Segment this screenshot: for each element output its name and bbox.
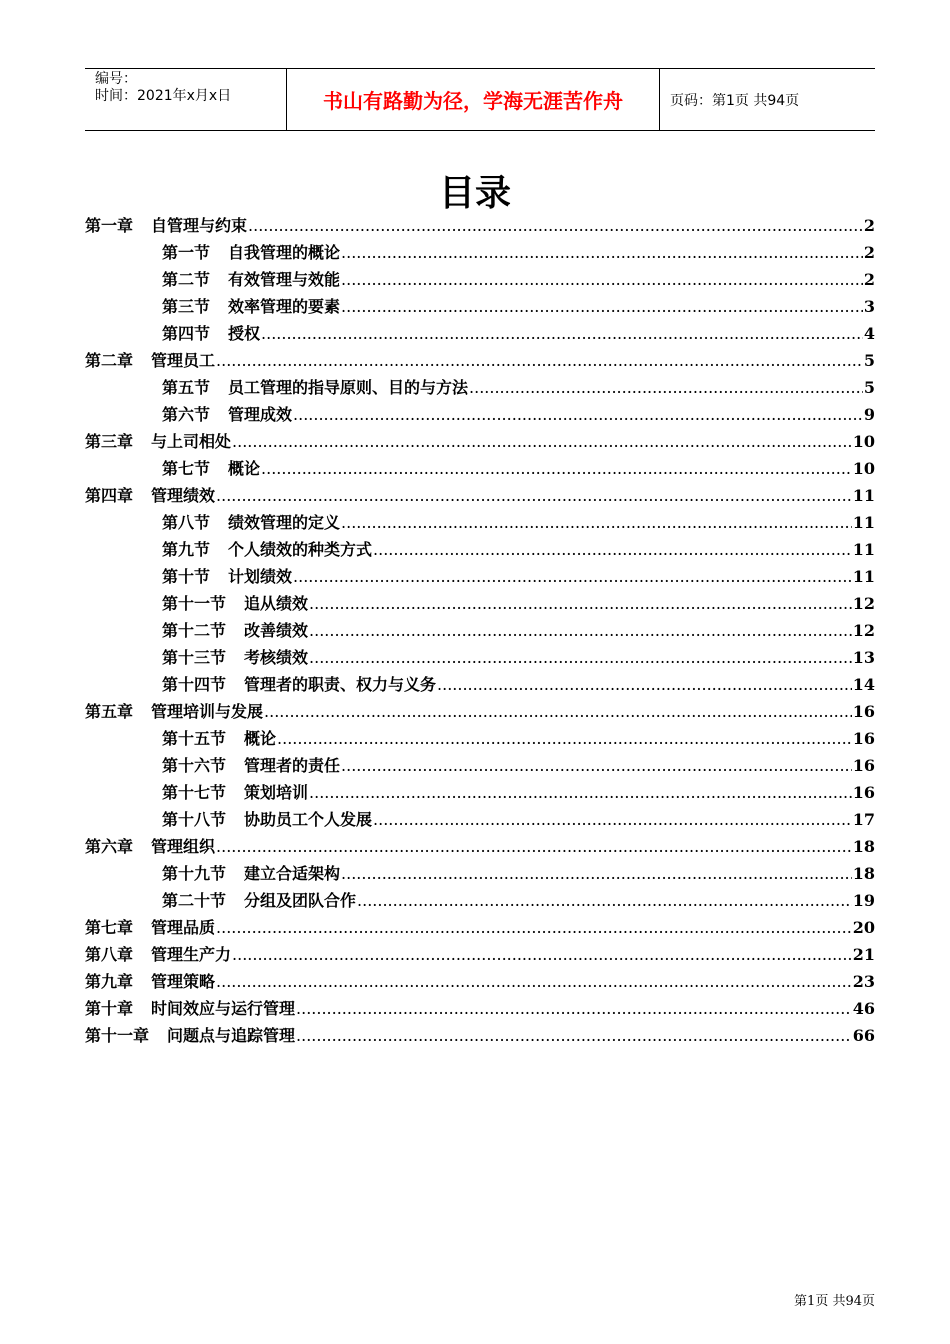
- toc-entry-title: 自管理与约束: [151, 216, 248, 235]
- toc-section-entry[interactable]: [85, 671, 875, 698]
- toc-entry-title: 改善绩效: [244, 621, 309, 640]
- toc-entry-number: 第七章: [85, 918, 134, 937]
- toc-entry-title: 效率管理的要素: [228, 297, 341, 316]
- toc-dot-leader: [309, 617, 852, 644]
- toc-entry-number: 第一节: [162, 243, 211, 262]
- toc-entry-label: [85, 428, 231, 455]
- toc-section-entry[interactable]: [85, 590, 875, 617]
- toc-chapter-entry[interactable]: [85, 212, 875, 239]
- toc-entry-title: 问题点与追踪管理: [167, 1026, 296, 1045]
- toc-chapter-entry[interactable]: [85, 968, 875, 995]
- toc-entry-label: [85, 833, 215, 860]
- toc-dot-leader: [309, 779, 852, 806]
- toc-entry-number: 第十七节: [162, 783, 227, 802]
- toc-chapter-entry[interactable]: [85, 482, 875, 509]
- toc-entry-title: 概论: [244, 729, 277, 748]
- toc-entry-number: 第四节: [162, 324, 211, 343]
- toc-entry-number: 第三节: [162, 297, 211, 316]
- toc-page-number: 14: [852, 675, 875, 694]
- toc-chapter-entry[interactable]: [85, 833, 875, 860]
- toc-entry-number: 第五章: [85, 702, 134, 721]
- toc-dot-leader: [216, 968, 852, 995]
- toc-page-number: 4: [863, 324, 875, 343]
- toc-entry-number: 第十八节: [162, 810, 227, 829]
- toc-dot-leader: [264, 698, 852, 725]
- toc-entry-title: 分组及团队合作: [244, 891, 357, 910]
- toc-entry-title: 管理者的职责、权力与义务: [244, 675, 437, 694]
- toc-entry-number: 第七节: [162, 459, 211, 478]
- toc-section-entry[interactable]: [85, 617, 875, 644]
- toc-entry-label: [162, 401, 292, 428]
- table-of-contents: [85, 212, 875, 1049]
- toc-dot-leader: [341, 509, 852, 536]
- toc-entry-title: 管理品质: [151, 918, 216, 937]
- toc-section-entry[interactable]: [85, 860, 875, 887]
- toc-entry-number: 第九章: [85, 972, 134, 991]
- toc-entry-title: 管理组织: [151, 837, 216, 856]
- toc-entry-label: [85, 212, 247, 239]
- toc-entry-label: [162, 239, 340, 266]
- toc-dot-leader: [437, 671, 852, 698]
- toc-page-number: 11: [852, 486, 875, 505]
- toc-page-number: 12: [852, 594, 875, 613]
- toc-page-number: 5: [863, 351, 875, 370]
- toc-page-number: 11: [852, 567, 875, 586]
- toc-page-number: 16: [852, 729, 875, 748]
- toc-entry-label: [85, 995, 295, 1022]
- toc-entry-title: 员工管理的指导原则、目的与方法: [228, 378, 469, 397]
- toc-chapter-entry[interactable]: [85, 698, 875, 725]
- toc-dot-leader: [309, 590, 852, 617]
- toc-page-number: 19: [852, 891, 875, 910]
- toc-page-number: 9: [863, 405, 875, 424]
- document-number-label: 编号：: [95, 71, 137, 87]
- toc-chapter-entry[interactable]: [85, 995, 875, 1022]
- page-header: [85, 68, 875, 131]
- toc-entry-number: 第十一节: [162, 594, 227, 613]
- toc-dot-leader: [293, 401, 863, 428]
- toc-section-entry[interactable]: [85, 239, 875, 266]
- toc-entry-number: 第八章: [85, 945, 134, 964]
- toc-dot-leader: [261, 320, 863, 347]
- page-title: 目录: [438, 173, 511, 214]
- document-time-label: 时间：2021年x月x日: [95, 88, 232, 104]
- toc-entry-label: [162, 887, 356, 914]
- toc-page-number: 5: [863, 378, 875, 397]
- toc-section-entry[interactable]: [85, 401, 875, 428]
- toc-entry-number: 第十九节: [162, 864, 227, 883]
- toc-page-number: 16: [852, 756, 875, 775]
- toc-section-entry[interactable]: [85, 752, 875, 779]
- toc-dot-leader: [216, 347, 863, 374]
- toc-entry-title: 策划培训: [244, 783, 309, 802]
- toc-entry-title: 绩效管理的定义: [228, 513, 341, 532]
- toc-entry-number: 第二节: [162, 270, 211, 289]
- toc-page-number: 3: [863, 297, 875, 316]
- toc-entry-number: 第十六节: [162, 756, 227, 775]
- toc-entry-title: 个人绩效的种类方式: [228, 540, 373, 559]
- toc-entry-title: 建立合适架构: [244, 864, 341, 883]
- toc-entry-number: 第三章: [85, 432, 134, 451]
- toc-section-entry[interactable]: [85, 644, 875, 671]
- toc-page-number: 21: [852, 945, 875, 964]
- toc-entry-number: 第二十节: [162, 891, 227, 910]
- toc-entry-title: 追从绩效: [244, 594, 309, 613]
- toc-entry-label: [162, 374, 468, 401]
- toc-entry-number: 第二章: [85, 351, 134, 370]
- toc-entry-label: [162, 617, 308, 644]
- toc-entry-number: 第六章: [85, 837, 134, 856]
- toc-dot-leader: [216, 482, 852, 509]
- toc-section-entry[interactable]: [85, 509, 875, 536]
- header-meta: [85, 69, 287, 130]
- toc-chapter-entry[interactable]: [85, 1022, 875, 1049]
- toc-page-number: 18: [852, 864, 875, 883]
- toc-page-number: 2: [863, 216, 875, 235]
- toc-page-number: 17: [852, 810, 875, 829]
- toc-entry-label: [162, 293, 340, 320]
- toc-entry-label: [162, 455, 260, 482]
- toc-entry-number: 第四章: [85, 486, 134, 505]
- toc-dot-leader: [341, 860, 852, 887]
- toc-entry-label: [85, 347, 215, 374]
- toc-page-number: 20: [852, 918, 875, 937]
- toc-entry-title: 管理员工: [151, 351, 216, 370]
- toc-dot-leader: [296, 995, 852, 1022]
- toc-page-number: 13: [852, 648, 875, 667]
- page-footer: 第1页 共94页: [794, 1294, 875, 1309]
- toc-dot-leader: [296, 1022, 852, 1049]
- toc-entry-label: [162, 806, 372, 833]
- toc-page-number: 10: [852, 459, 875, 478]
- toc-chapter-entry[interactable]: [85, 941, 875, 968]
- toc-section-entry[interactable]: [85, 266, 875, 293]
- toc-page-number: 23: [852, 972, 875, 991]
- toc-entry-title: 计划绩效: [228, 567, 293, 586]
- toc-entry-title: 授权: [228, 324, 261, 343]
- toc-dot-leader: [216, 914, 852, 941]
- toc-entry-number: 第十章: [85, 999, 134, 1018]
- toc-page-number: 16: [852, 783, 875, 802]
- toc-page-number: 66: [852, 1026, 875, 1045]
- toc-entry-title: 管理策略: [151, 972, 216, 991]
- toc-entry-title: 与上司相处: [151, 432, 232, 451]
- toc-entry-label: [162, 752, 340, 779]
- toc-section-entry[interactable]: [85, 320, 875, 347]
- toc-entry-title: 管理生产力: [151, 945, 232, 964]
- toc-dot-leader: [373, 536, 852, 563]
- header-page-info: 页码：第1页 共94页: [670, 92, 800, 109]
- toc-page-number: 2: [863, 270, 875, 289]
- toc-entry-label: [162, 860, 340, 887]
- toc-entry-title: 考核绩效: [244, 648, 309, 667]
- toc-entry-label: [162, 779, 308, 806]
- toc-entry-number: 第六节: [162, 405, 211, 424]
- toc-entry-label: [162, 563, 292, 590]
- toc-entry-label: [162, 509, 340, 536]
- toc-entry-title: 概论: [228, 459, 261, 478]
- toc-entry-number: 第十五节: [162, 729, 227, 748]
- toc-dot-leader: [341, 752, 852, 779]
- toc-dot-leader: [277, 725, 852, 752]
- toc-entry-number: 第十节: [162, 567, 211, 586]
- toc-entry-number: 第十一章: [85, 1026, 150, 1045]
- toc-section-entry[interactable]: [85, 374, 875, 401]
- toc-entry-label: [162, 671, 436, 698]
- toc-page-number: 18: [852, 837, 875, 856]
- toc-chapter-entry[interactable]: [85, 914, 875, 941]
- toc-entry-number: 第十二节: [162, 621, 227, 640]
- toc-entry-label: [162, 725, 276, 752]
- toc-section-entry[interactable]: [85, 806, 875, 833]
- toc-dot-leader: [341, 266, 863, 293]
- toc-section-entry[interactable]: [85, 887, 875, 914]
- toc-chapter-entry[interactable]: [85, 347, 875, 374]
- toc-dot-leader: [309, 644, 852, 671]
- toc-entry-label: [85, 482, 215, 509]
- toc-section-entry[interactable]: [85, 293, 875, 320]
- toc-entry-label: [162, 536, 372, 563]
- toc-entry-label: [85, 1022, 295, 1049]
- toc-section-entry[interactable]: [85, 536, 875, 563]
- toc-dot-leader: [216, 833, 852, 860]
- toc-entry-title: 管理者的责任: [244, 756, 341, 775]
- toc-dot-leader: [293, 563, 852, 590]
- toc-page-number: 12: [852, 621, 875, 640]
- toc-dot-leader: [232, 428, 852, 455]
- header-motto: 书山有路勤为径，学海无涯苦作舟: [287, 69, 660, 130]
- toc-entry-title: 协助员工个人发展: [244, 810, 373, 829]
- toc-section-entry[interactable]: [85, 725, 875, 752]
- toc-dot-leader: [357, 887, 852, 914]
- toc-page-number: 46: [852, 999, 875, 1018]
- toc-entry-number: 第八节: [162, 513, 211, 532]
- toc-entry-title: 自我管理的概论: [228, 243, 341, 262]
- toc-dot-leader: [232, 941, 852, 968]
- toc-entry-title: 管理培训与发展: [151, 702, 264, 721]
- toc-dot-leader: [341, 293, 863, 320]
- toc-page-number: 16: [852, 702, 875, 721]
- toc-entry-number: 第九节: [162, 540, 211, 559]
- toc-entry-label: [85, 698, 263, 725]
- toc-entry-label: [162, 266, 340, 293]
- toc-entry-title: 有效管理与效能: [228, 270, 341, 289]
- toc-dot-leader: [261, 455, 852, 482]
- toc-dot-leader: [373, 806, 852, 833]
- toc-entry-label: [85, 968, 215, 995]
- toc-entry-number: 第五节: [162, 378, 211, 397]
- toc-dot-leader: [248, 212, 863, 239]
- toc-section-entry[interactable]: [85, 455, 875, 482]
- toc-entry-label: [162, 320, 260, 347]
- toc-chapter-entry[interactable]: [85, 428, 875, 455]
- toc-entry-label: [162, 590, 308, 617]
- toc-entry-number: 第十三节: [162, 648, 227, 667]
- toc-entry-number: 第一章: [85, 216, 134, 235]
- toc-page-number: 11: [852, 540, 875, 559]
- toc-entry-title: 管理绩效: [151, 486, 216, 505]
- toc-page-number: 10: [852, 432, 875, 451]
- toc-entry-title: 管理成效: [228, 405, 293, 424]
- toc-entry-label: [85, 941, 231, 968]
- toc-entry-label: [162, 644, 308, 671]
- toc-dot-leader: [341, 239, 863, 266]
- toc-section-entry[interactable]: [85, 779, 875, 806]
- toc-dot-leader: [469, 374, 863, 401]
- toc-entry-title: 时间效应与运行管理: [151, 999, 296, 1018]
- toc-page-number: 11: [852, 513, 875, 532]
- toc-section-entry[interactable]: [85, 563, 875, 590]
- toc-entry-number: 第十四节: [162, 675, 227, 694]
- toc-entry-label: [85, 914, 215, 941]
- toc-page-number: 2: [863, 243, 875, 262]
